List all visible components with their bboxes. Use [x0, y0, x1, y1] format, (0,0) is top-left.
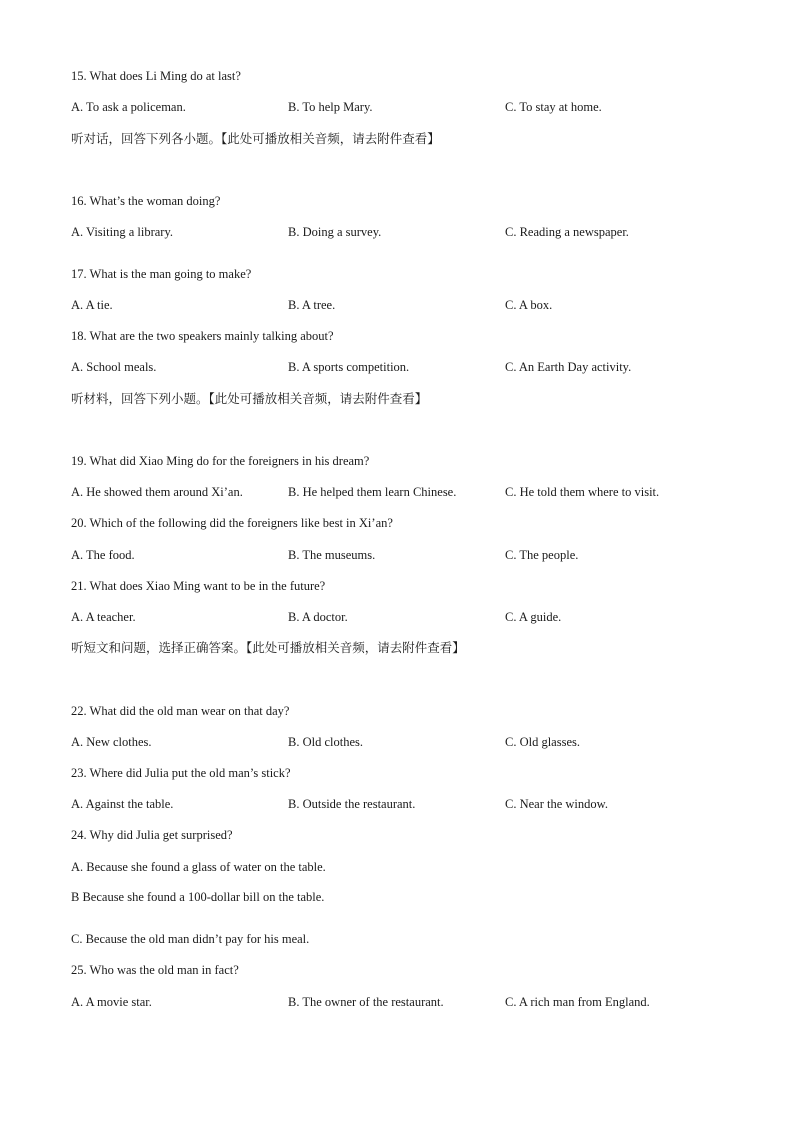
audio-instruction-1: 听对话，回答下列各小题。【此处可播放相关音频，请去附件查看】 — [71, 131, 440, 146]
question-18: 18. What are the two speakers mainly talking about? — [71, 329, 334, 343]
question-19: 19. What did Xiao Ming do for the foreigners in his dream? — [71, 454, 370, 468]
option-a: A. A movie star. — [71, 995, 152, 1009]
question-21: 21. What does Xiao Ming want to be in the future? — [71, 579, 326, 593]
audio-instruction-2: 听材料，回答下列小题。【此处可播放相关音频，请去附件查看】 — [71, 391, 428, 406]
option-b: B. The owner of the restaurant. — [288, 995, 444, 1009]
option-a: A. He showed them around Xi’an. — [71, 485, 243, 499]
option-b: B. Doing a survey. — [288, 225, 382, 239]
option-a: A. Visiting a library. — [71, 225, 174, 239]
question-20: 20. Which of the following did the foreigners like best in Xi’an? — [71, 516, 393, 530]
audio-instruction-3: 听短文和问题，选择正确答案。【此处可播放相关音频，请去附件查看】 — [71, 640, 465, 655]
option-a: A. Against the table. — [71, 797, 174, 811]
option-c: C. An Earth Day activity. — [505, 360, 632, 374]
option-c: C. To stay at home. — [505, 100, 602, 114]
option-c: C. Because the old man didn’t pay for his meal. — [71, 932, 310, 946]
question-16: 16. What’s the woman doing? — [71, 194, 221, 208]
option-b: B. A tree. — [288, 298, 336, 312]
option-b: B. The museums. — [288, 548, 376, 562]
question-24: 24. Why did Julia get surprised? — [71, 828, 233, 842]
option-a: A. Because she found a glass of water on the table. — [71, 860, 326, 874]
option-c: C. He told them where to visit. — [505, 485, 660, 499]
question-23: 23. Where did Julia put the old man’s stick? — [71, 766, 291, 780]
option-c: C. Reading a newspaper. — [505, 225, 629, 239]
question-17: 17. What is the man going to make? — [71, 267, 252, 281]
question-25: 25. Who was the old man in fact? — [71, 963, 239, 977]
option-b: B. A doctor. — [288, 610, 348, 624]
option-b: B. A sports competition. — [288, 360, 410, 374]
option-a: A. A tie. — [71, 298, 113, 312]
option-b: B. Outside the restaurant. — [288, 797, 416, 811]
option-a: A. A teacher. — [71, 610, 136, 624]
option-c: C. Old glasses. — [505, 735, 580, 749]
option-a: A. School meals. — [71, 360, 157, 374]
question-22: 22. What did the old man wear on that day? — [71, 704, 290, 718]
option-b: B. Old clothes. — [288, 735, 363, 749]
option-c: C. The people. — [505, 548, 579, 562]
option-a: A. The food. — [71, 548, 135, 562]
option-c: C. Near the window. — [505, 797, 608, 811]
option-c: C. A guide. — [505, 610, 562, 624]
option-a: A. To ask a policeman. — [71, 100, 186, 114]
question-15: 15. What does Li Ming do at last? — [71, 69, 241, 83]
option-c: C. A box. — [505, 298, 553, 312]
option-b: B. To help Mary. — [288, 100, 373, 114]
option-a: A. New clothes. — [71, 735, 152, 749]
option-b: B. He helped them learn Chinese. — [288, 485, 457, 499]
option-b: B Because she found a 100-dollar bill on the table. — [71, 890, 325, 904]
option-c: C. A rich man from England. — [505, 995, 650, 1009]
